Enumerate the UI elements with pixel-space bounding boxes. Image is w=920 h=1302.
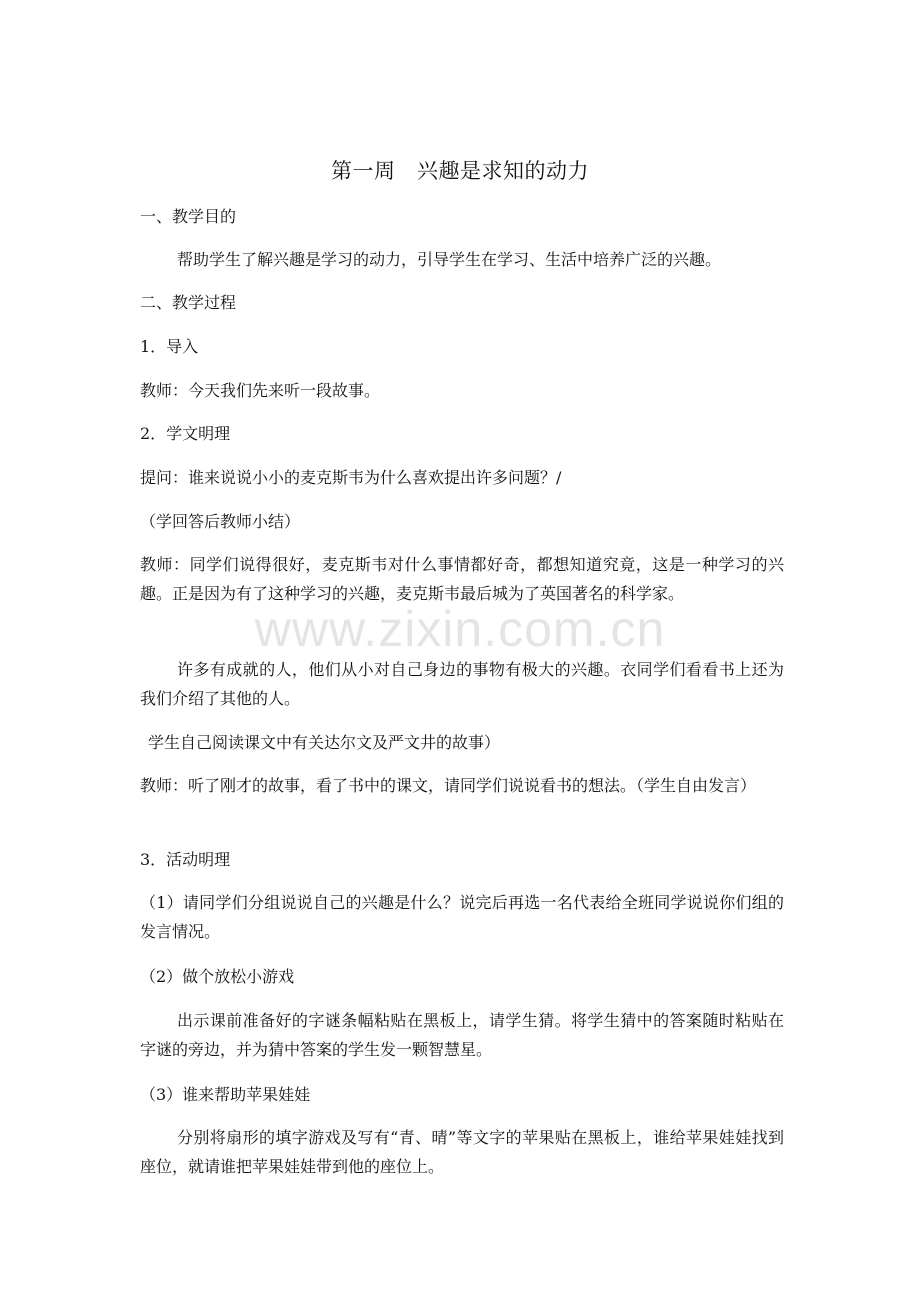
paragraph-activity-2-heading: （2）做个放松小游戏: [140, 967, 295, 986]
paragraph-teacher-discussion: 教师：听了刚才的故事，看了书中的课文，请同学们说说看书的想法。（学生自由发言）: [140, 776, 757, 795]
step-heading-activity: 3．活动明理: [140, 850, 231, 869]
paragraph-student-reading: 学生自己阅读课文中有关达尔文及严文井的故事）: [148, 733, 501, 752]
watermark: www.zixin.com.cn: [254, 601, 666, 657]
paragraph-activity-3-body: 分别将扇形的填字游戏及写有“青、晴”等文字的苹果贴在黑板上，谁给苹果娃娃找到座位，就请谁把苹果娃娃带到他的座位上。: [140, 1128, 784, 1176]
paragraph-activity-1: （1）请同学们分组说说自己的兴趣是什么？说完后再选一名代表给全班同学说说你们组的发言情况。: [140, 893, 784, 941]
section-heading-process: 二、教学过程: [140, 293, 237, 312]
paragraph-activity-2-body: 出示课前准备好的字谜条幅粘贴在黑板上，请学生猜。将学生猜中的答案随时粘贴在字谜的旁边，并为猜中答案的学生发一颗智慧星。: [140, 1011, 784, 1059]
step-heading-intro: 1．导入: [140, 337, 199, 356]
paragraph-activity-3-heading: （3）谁来帮助苹果娃娃: [140, 1085, 311, 1104]
paragraph-teacher-summary: 教师：同学们说得很好，麦克斯韦对什么事情都好奇，都想知道究竟，这是一种学习的兴趣。正是因为有了这种学习的兴趣，麦克斯韦最后城为了英国著名的科学家。: [140, 555, 784, 603]
paragraph-note-summary: （学回答后教师小结）: [140, 512, 301, 531]
page-title: 第一周 兴趣是求知的动力: [331, 159, 589, 183]
paragraph-question: 提问：谁来说说小小的麦克斯韦为什么喜欢提出许多问题？/: [140, 468, 562, 487]
paragraph-teacher-intro: 教师：今天我们先来听一段故事。: [140, 381, 381, 400]
section-heading-objectives: 一、教学目的: [140, 207, 237, 226]
paragraph-achievers: 许多有成就的人，他们从小对自己身边的事物有极大的兴趣。衣同学们看看书上还为我们介绍了其他的人。: [140, 660, 784, 708]
step-heading-study: 2．学文明理: [140, 424, 231, 443]
paragraph-objective: 帮助学生了解兴趣是学习的动力，引导学生在学习、生活中培养广泛的兴趣。: [177, 250, 722, 269]
